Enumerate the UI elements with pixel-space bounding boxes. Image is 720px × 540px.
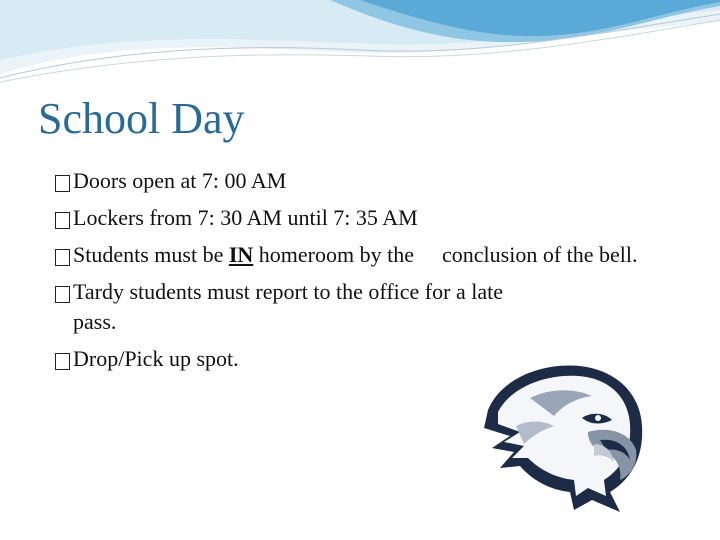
missing-glyph-bullet-icon: [55, 286, 70, 303]
missing-glyph-bullet-icon: [55, 212, 70, 229]
missing-glyph-bullet-icon: [55, 353, 70, 370]
eagle-mascot-icon: [470, 340, 660, 520]
missing-glyph-bullet-icon: [55, 175, 70, 192]
header-wave-decoration: [0, 0, 720, 90]
list-item: [55, 203, 715, 233]
list-item: [55, 240, 715, 270]
list-item: [55, 166, 715, 196]
bullet-emphasis: IN: [228, 242, 254, 267]
bullet-text-middle: homeroom by the: [253, 242, 414, 267]
bullet-text: Drop/Pick up spot.: [73, 346, 239, 371]
slide-title: School Day: [38, 94, 245, 143]
missing-glyph-bullet-icon: [55, 249, 70, 266]
bullet-text: Tardy students must report to the office for a late pass.: [73, 279, 503, 334]
bullet-text: Lockers from 7: 30 AM until 7: 35 AM: [73, 205, 418, 230]
bullet-text: Doors open at 7: 00 AM: [73, 168, 287, 193]
bullet-text-after: conclusion of the bell.: [442, 242, 638, 267]
list-item: [55, 277, 715, 337]
bullet-text-before: Students must be: [73, 242, 229, 267]
